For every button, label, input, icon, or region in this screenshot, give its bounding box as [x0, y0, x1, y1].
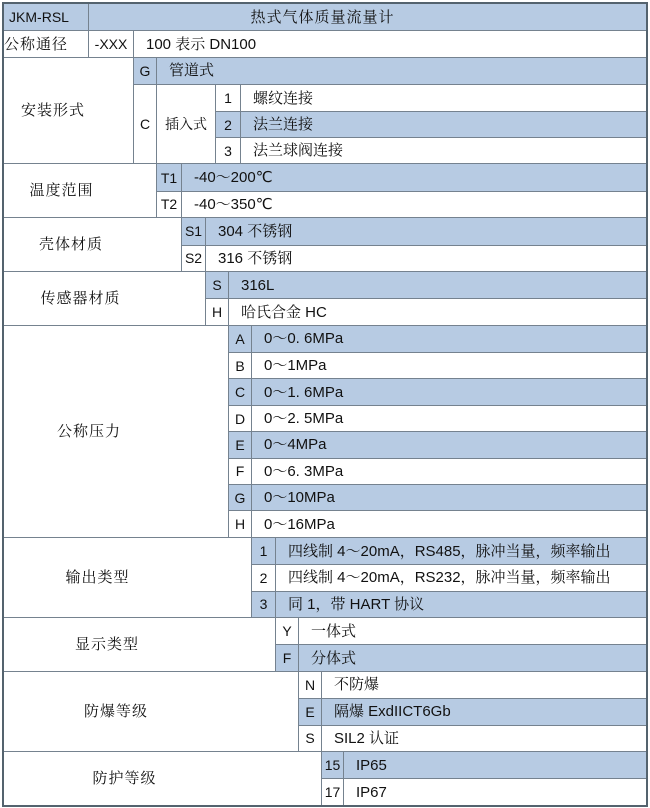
desc-cell: 管道式 [169, 62, 215, 80]
desc-cell: 不防爆 [334, 676, 380, 694]
section-output [4, 537, 646, 617]
table-title: 热式气体质量流量计 [250, 8, 395, 26]
code-cell: S [299, 726, 322, 751]
section-label: 安装形式 [4, 58, 134, 164]
desc-cell: 法兰球阀连接 [253, 142, 344, 160]
section-install [4, 57, 646, 164]
code-cell: S2 [182, 246, 206, 271]
desc-cell: IP67 [356, 783, 387, 801]
code-cell: T2 [157, 192, 182, 217]
option-row [216, 111, 646, 137]
option-row [322, 778, 646, 804]
option-row [229, 378, 646, 404]
option-row [229, 431, 646, 457]
section-label: 防护等级 [4, 752, 322, 805]
section-label: 输出类型 [4, 538, 252, 617]
desc-cell: 304 不锈钢 [218, 222, 293, 240]
option-row [206, 298, 646, 324]
desc-cell: 0～6. 3MPa [264, 462, 344, 480]
desc-cell: 分体式 [311, 649, 357, 667]
code-cell: 3 [252, 592, 276, 617]
option-row [182, 245, 646, 271]
code-cell: B [229, 353, 252, 378]
options [276, 618, 646, 671]
desc-cell: 0～1. 6MPa [264, 383, 344, 401]
option-row [229, 510, 646, 536]
option-row [216, 85, 646, 111]
option-row [206, 272, 646, 298]
section-label: 温度范围 [4, 164, 157, 217]
section-label: 显示类型 [4, 618, 276, 671]
header-row [4, 4, 646, 30]
desc-cell: 100 表示 DN100 [146, 35, 257, 53]
desc-cell: -40～350℃ [194, 195, 273, 213]
desc-cell: 316 不锈钢 [218, 249, 293, 267]
desc-cell: 0～16MPa [264, 515, 335, 533]
code-cell: 2 [252, 565, 276, 590]
desc-cell: 四线制 4～20mA，RS485，脉冲当量，频率输出 [288, 542, 611, 560]
code-cell: D [229, 406, 252, 431]
options [252, 538, 646, 617]
section-label: 壳体材质 [4, 218, 182, 271]
option-row [134, 58, 646, 84]
code-cell: H [229, 511, 252, 536]
desc-cell: 0～2. 5MPa [264, 410, 344, 428]
desc-cell: 316L [241, 276, 275, 294]
code-cell: 15 [322, 752, 344, 778]
code-cell: C [229, 379, 252, 404]
code-cell: 3 [216, 138, 241, 163]
options [229, 326, 646, 537]
desc-cell: SIL2 认证 [334, 729, 400, 747]
model-code: JKM-RSL [4, 4, 89, 30]
desc-cell: 0～1MPa [264, 357, 327, 375]
code-cell: 17 [322, 779, 344, 804]
section-pressure [4, 325, 646, 537]
option-row [229, 484, 646, 510]
section-protection [4, 751, 646, 805]
code-cell: 1 [216, 85, 241, 111]
option-row [299, 698, 646, 724]
code-cell: E [229, 432, 252, 457]
section-explosion [4, 671, 646, 751]
code-cell: 1 [252, 538, 276, 564]
option-row [229, 458, 646, 484]
code-cell: G [229, 485, 252, 510]
option-row [322, 752, 646, 778]
option-row [182, 218, 646, 244]
code-cell: H [206, 299, 229, 324]
code-cell: G [134, 58, 157, 84]
section-label: 公称通径 [4, 31, 89, 56]
option-row [229, 326, 646, 352]
desc-cell: 0～10MPa [264, 489, 335, 507]
section-temperature [4, 163, 646, 217]
option-row [157, 164, 646, 190]
desc-cell: 0～0. 6MPa [264, 330, 344, 348]
section-housing [4, 217, 646, 271]
options [299, 672, 646, 751]
desc-cell: 隔爆 ExdIICT6Gb [334, 703, 451, 721]
spec-table [2, 2, 648, 807]
code-cell: F [229, 459, 252, 484]
section-label: 公称压力 [4, 326, 229, 537]
options [206, 272, 646, 325]
code-cell: T1 [157, 164, 182, 190]
option-row [299, 725, 646, 751]
section-display [4, 617, 646, 671]
option-row [276, 618, 646, 644]
desc-cell: IP65 [356, 756, 387, 774]
section-sensor [4, 271, 646, 325]
code-cell: A [229, 326, 252, 352]
option-row [216, 137, 646, 163]
option-row [157, 191, 646, 217]
option-row [252, 591, 646, 617]
desc-cell: 四线制 4～20mA，RS232，脉冲当量，频率输出 [288, 569, 611, 587]
options [322, 752, 646, 805]
code-cell: C [134, 85, 157, 163]
options [182, 218, 646, 271]
code-cell: E [299, 699, 322, 724]
options [157, 164, 646, 217]
section-diameter [4, 30, 646, 56]
code-cell: N [299, 672, 322, 698]
code-cell: -XXX [89, 31, 134, 56]
option-row [252, 538, 646, 564]
desc-cell: 哈氏合金 HC [241, 303, 327, 321]
desc-cell: 0～4MPa [264, 436, 327, 454]
option-row [252, 564, 646, 590]
desc-cell: 螺纹连接 [253, 89, 314, 107]
install-options [134, 58, 646, 164]
desc-cell: 法兰连接 [253, 116, 314, 134]
desc-cell: 一体式 [311, 622, 357, 640]
option-row [276, 644, 646, 670]
insert-group [134, 84, 646, 163]
code-cell: S1 [182, 218, 206, 244]
desc-cell: 同 1，带 HART 协议 [288, 595, 425, 613]
section-label: 防爆等级 [4, 672, 299, 751]
insert-options [216, 85, 646, 163]
code-cell: Y [276, 618, 299, 644]
option-row [229, 352, 646, 378]
desc-cell: -40～200℃ [194, 169, 273, 187]
section-label: 传感器材质 [4, 272, 206, 325]
option-row [229, 405, 646, 431]
code-cell: S [206, 272, 229, 298]
code-cell: 2 [216, 112, 241, 137]
code-cell: F [276, 645, 299, 670]
option-row [299, 672, 646, 698]
insert-name-cell: 插入式 [157, 85, 216, 163]
